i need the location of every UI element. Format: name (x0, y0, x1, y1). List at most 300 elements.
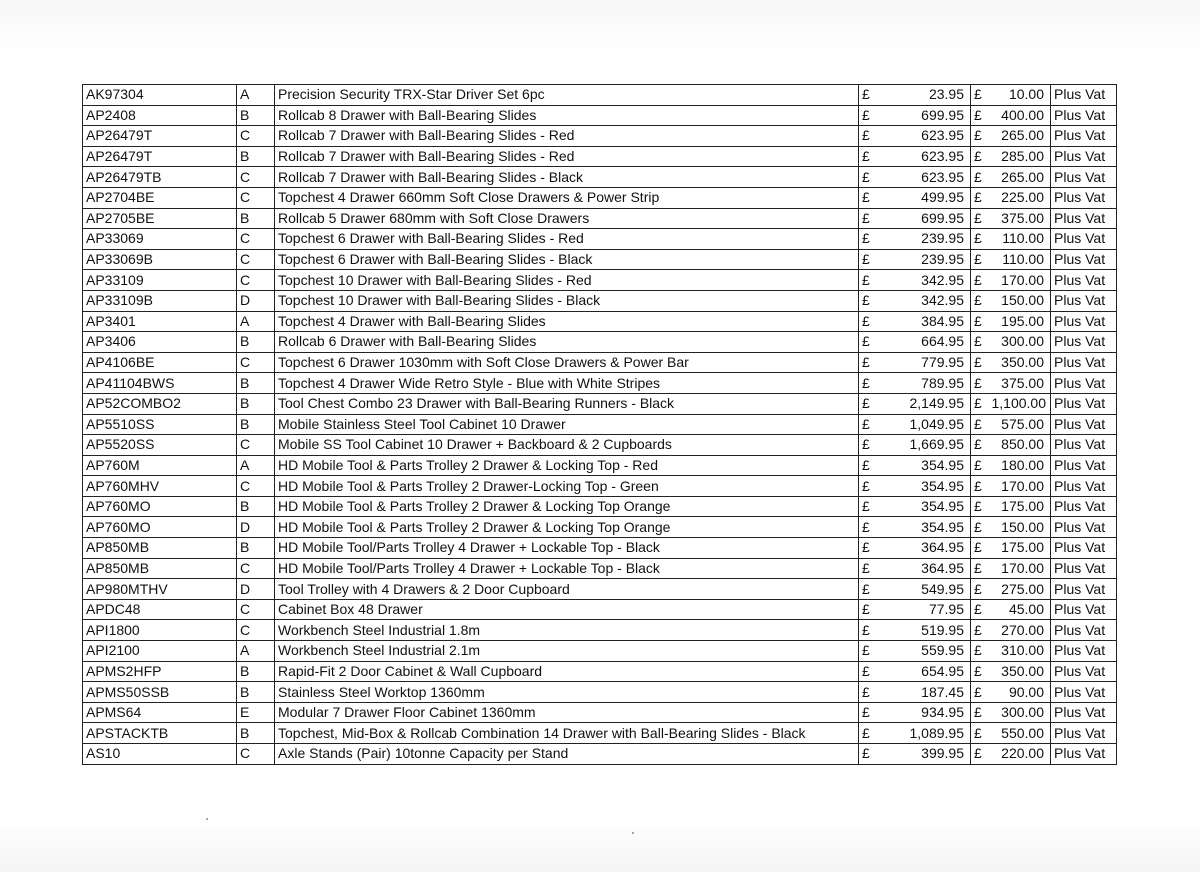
rrp-cell: 342.95 (881, 290, 971, 311)
table-row (83, 579, 1117, 600)
description-cell: HD Mobile Tool/Parts Trolley 4 Drawer + Lockable Top - Black (275, 538, 859, 559)
description-cell: Tool Trolley with 4 Drawers & 2 Door Cupboard (275, 579, 859, 600)
vat-cell: Plus Vat (1051, 476, 1117, 497)
description-cell: Topchest 6 Drawer 1030mm with Soft Close Drawers & Power Bar (275, 352, 859, 373)
table-row (83, 85, 1117, 106)
grade-cell: C (237, 126, 275, 147)
price-cell: 310.00 (989, 641, 1051, 662)
grade-cell: D (237, 290, 275, 311)
product-code-cell: AP980MTHV (83, 579, 237, 600)
rrp-currency-cell: £ (859, 558, 881, 579)
price-currency-cell: £ (971, 126, 989, 147)
vat-cell: Plus Vat (1051, 641, 1117, 662)
product-code-cell: API2100 (83, 641, 237, 662)
description-cell: Rollcab 7 Drawer with Ball-Bearing Slides - Red (275, 146, 859, 167)
price-cell: 400.00 (989, 105, 1051, 126)
vat-cell: Plus Vat (1051, 455, 1117, 476)
product-code-cell: AP33069 (83, 229, 237, 250)
vat-cell: Plus Vat (1051, 414, 1117, 435)
price-cell: 285.00 (989, 146, 1051, 167)
table-row (83, 455, 1117, 476)
description-cell: Modular 7 Drawer Floor Cabinet 1360mm (275, 702, 859, 723)
rrp-cell: 77.95 (881, 599, 971, 620)
price-currency-cell: £ (971, 641, 989, 662)
price-cell: 275.00 (989, 579, 1051, 600)
price-list-rows (83, 85, 1117, 765)
rrp-cell: 1,089.95 (881, 723, 971, 744)
price-currency-cell: £ (971, 270, 989, 291)
rrp-cell: 499.95 (881, 187, 971, 208)
price-currency-cell: £ (971, 311, 989, 332)
product-code-cell: AP26479T (83, 126, 237, 147)
price-cell: 220.00 (989, 744, 1051, 765)
table-row (83, 126, 1117, 147)
price-list-table (82, 84, 1117, 765)
vat-cell: Plus Vat (1051, 187, 1117, 208)
rrp-cell: 342.95 (881, 270, 971, 291)
description-cell: Topchest 6 Drawer with Ball-Bearing Slides - Red (275, 229, 859, 250)
price-cell: 110.00 (989, 249, 1051, 270)
description-cell: Topchest 10 Drawer with Ball-Bearing Slides - Red (275, 270, 859, 291)
rrp-currency-cell: £ (859, 579, 881, 600)
rrp-cell: 699.95 (881, 208, 971, 229)
price-currency-cell: £ (971, 496, 989, 517)
description-cell: Rollcab 5 Drawer 680mm with Soft Close Drawers (275, 208, 859, 229)
product-code-cell: APMS2HFP (83, 661, 237, 682)
rrp-cell: 354.95 (881, 496, 971, 517)
product-code-cell: AP760MO (83, 517, 237, 538)
table-row (83, 146, 1117, 167)
price-cell: 350.00 (989, 661, 1051, 682)
rrp-currency-cell: £ (859, 229, 881, 250)
vat-cell: Plus Vat (1051, 393, 1117, 414)
price-currency-cell: £ (971, 682, 989, 703)
description-cell: Workbench Steel Industrial 1.8m (275, 620, 859, 641)
description-cell: HD Mobile Tool & Parts Trolley 2 Drawer & Locking Top Orange (275, 496, 859, 517)
rrp-currency-cell: £ (859, 682, 881, 703)
table-row (83, 187, 1117, 208)
description-cell: Topchest 10 Drawer with Ball-Bearing Slides - Black (275, 290, 859, 311)
price-cell: 375.00 (989, 208, 1051, 229)
vat-cell: Plus Vat (1051, 435, 1117, 456)
rrp-cell: 364.95 (881, 558, 971, 579)
vat-cell: Plus Vat (1051, 538, 1117, 559)
rrp-cell: 364.95 (881, 538, 971, 559)
product-code-cell: AP850MB (83, 538, 237, 559)
price-cell: 170.00 (989, 558, 1051, 579)
table-row (83, 435, 1117, 456)
price-currency-cell: £ (971, 414, 989, 435)
price-cell: 150.00 (989, 290, 1051, 311)
rrp-cell: 1,669.95 (881, 435, 971, 456)
product-code-cell: AP2704BE (83, 187, 237, 208)
product-code-cell: AP26479T (83, 146, 237, 167)
grade-cell: A (237, 455, 275, 476)
grade-cell: C (237, 167, 275, 188)
price-currency-cell: £ (971, 167, 989, 188)
rrp-cell: 1,049.95 (881, 414, 971, 435)
table-row (83, 393, 1117, 414)
table-row (83, 311, 1117, 332)
product-code-cell: AP52COMBO2 (83, 393, 237, 414)
grade-cell: D (237, 517, 275, 538)
grade-cell: C (237, 187, 275, 208)
product-code-cell: AP760MHV (83, 476, 237, 497)
product-code-cell: AP26479TB (83, 167, 237, 188)
description-cell: Rollcab 8 Drawer with Ball-Bearing Slides (275, 105, 859, 126)
rrp-currency-cell: £ (859, 126, 881, 147)
rrp-currency-cell: £ (859, 167, 881, 188)
description-cell: Precision Security TRX-Star Driver Set 6pc (275, 85, 859, 106)
description-cell: Mobile SS Tool Cabinet 10 Drawer + Backboard & 2 Cupboards (275, 435, 859, 456)
table-row (83, 538, 1117, 559)
rrp-cell: 664.95 (881, 332, 971, 353)
price-currency-cell: £ (971, 435, 989, 456)
product-code-cell: AP3401 (83, 311, 237, 332)
product-code-cell: AP33109B (83, 290, 237, 311)
grade-cell: C (237, 249, 275, 270)
price-currency-cell: £ (971, 146, 989, 167)
grade-cell: B (237, 723, 275, 744)
vat-cell: Plus Vat (1051, 496, 1117, 517)
table-row (83, 167, 1117, 188)
grade-cell: C (237, 476, 275, 497)
product-code-cell: APDC48 (83, 599, 237, 620)
price-cell: 265.00 (989, 126, 1051, 147)
price-cell: 110.00 (989, 229, 1051, 250)
price-cell: 150.00 (989, 517, 1051, 538)
price-currency-cell: £ (971, 517, 989, 538)
price-cell: 90.00 (989, 682, 1051, 703)
description-cell: HD Mobile Tool/Parts Trolley 4 Drawer + Lockable Top - Black (275, 558, 859, 579)
price-currency-cell: £ (971, 744, 989, 765)
price-currency-cell: £ (971, 208, 989, 229)
product-code-cell: AP760M (83, 455, 237, 476)
rrp-currency-cell: £ (859, 249, 881, 270)
vat-cell: Plus Vat (1051, 208, 1117, 229)
rrp-currency-cell: £ (859, 105, 881, 126)
price-cell: 175.00 (989, 538, 1051, 559)
description-cell: HD Mobile Tool & Parts Trolley 2 Drawer & Locking Top - Red (275, 455, 859, 476)
table-row (83, 105, 1117, 126)
vat-cell: Plus Vat (1051, 620, 1117, 641)
grade-cell: B (237, 414, 275, 435)
product-code-cell: AK97304 (83, 85, 237, 106)
description-cell: HD Mobile Tool & Parts Trolley 2 Drawer & Locking Top Orange (275, 517, 859, 538)
table-row (83, 208, 1117, 229)
rrp-cell: 549.95 (881, 579, 971, 600)
rrp-cell: 519.95 (881, 620, 971, 641)
product-code-cell: AP850MB (83, 558, 237, 579)
table-row (83, 352, 1117, 373)
vat-cell: Plus Vat (1051, 167, 1117, 188)
price-cell: 225.00 (989, 187, 1051, 208)
price-currency-cell: £ (971, 579, 989, 600)
rrp-cell: 354.95 (881, 517, 971, 538)
rrp-currency-cell: £ (859, 496, 881, 517)
rrp-cell: 623.95 (881, 167, 971, 188)
grade-cell: C (237, 270, 275, 291)
rrp-cell: 239.95 (881, 249, 971, 270)
rrp-cell: 789.95 (881, 373, 971, 394)
rrp-currency-cell: £ (859, 641, 881, 662)
grade-cell: C (237, 435, 275, 456)
rrp-cell: 384.95 (881, 311, 971, 332)
vat-cell: Plus Vat (1051, 290, 1117, 311)
product-code-cell: AP4106BE (83, 352, 237, 373)
grade-cell: B (237, 496, 275, 517)
rrp-currency-cell: £ (859, 332, 881, 353)
rrp-currency-cell: £ (859, 476, 881, 497)
product-code-cell: AP5510SS (83, 414, 237, 435)
rrp-currency-cell: £ (859, 270, 881, 291)
table-row (83, 496, 1117, 517)
product-code-cell: APMS50SSB (83, 682, 237, 703)
rrp-currency-cell: £ (859, 393, 881, 414)
rrp-currency-cell: £ (859, 352, 881, 373)
table-row (83, 476, 1117, 497)
product-code-cell: AS10 (83, 744, 237, 765)
rrp-cell: 934.95 (881, 702, 971, 723)
table-row (83, 290, 1117, 311)
price-currency-cell: £ (971, 702, 989, 723)
rrp-currency-cell: £ (859, 599, 881, 620)
price-currency-cell: £ (971, 332, 989, 353)
product-code-cell: AP33109 (83, 270, 237, 291)
description-cell: Cabinet Box 48 Drawer (275, 599, 859, 620)
description-cell: HD Mobile Tool & Parts Trolley 2 Drawer-Locking Top - Green (275, 476, 859, 497)
description-cell: Rapid-Fit 2 Door Cabinet & Wall Cupboard (275, 661, 859, 682)
grade-cell: B (237, 661, 275, 682)
price-cell: 265.00 (989, 167, 1051, 188)
product-code-cell: APSTACKTB (83, 723, 237, 744)
table-row (83, 517, 1117, 538)
grade-cell: C (237, 558, 275, 579)
rrp-cell: 23.95 (881, 85, 971, 106)
vat-cell: Plus Vat (1051, 702, 1117, 723)
grade-cell: B (237, 373, 275, 394)
grade-cell: B (237, 146, 275, 167)
description-cell: Topchest 6 Drawer with Ball-Bearing Slides - Black (275, 249, 859, 270)
grade-cell: A (237, 641, 275, 662)
price-currency-cell: £ (971, 249, 989, 270)
rrp-cell: 239.95 (881, 229, 971, 250)
grade-cell: C (237, 620, 275, 641)
vat-cell: Plus Vat (1051, 373, 1117, 394)
rrp-currency-cell: £ (859, 455, 881, 476)
grade-cell: C (237, 744, 275, 765)
product-code-cell: AP2408 (83, 105, 237, 126)
rrp-cell: 623.95 (881, 146, 971, 167)
rrp-cell: 559.95 (881, 641, 971, 662)
price-currency-cell: £ (971, 393, 989, 414)
product-code-cell: AP3406 (83, 332, 237, 353)
price-currency-cell: £ (971, 538, 989, 559)
table-row (83, 641, 1117, 662)
description-cell: Rollcab 6 Drawer with Ball-Bearing Slides (275, 332, 859, 353)
rrp-currency-cell: £ (859, 208, 881, 229)
description-cell: Axle Stands (Pair) 10tonne Capacity per Stand (275, 744, 859, 765)
price-cell: 300.00 (989, 702, 1051, 723)
vat-cell: Plus Vat (1051, 682, 1117, 703)
price-cell: 550.00 (989, 723, 1051, 744)
grade-cell: B (237, 105, 275, 126)
price-currency-cell: £ (971, 599, 989, 620)
description-cell: Topchest 4 Drawer with Ball-Bearing Slides (275, 311, 859, 332)
table-row (83, 599, 1117, 620)
vat-cell: Plus Vat (1051, 270, 1117, 291)
product-code-cell: AP41104BWS (83, 373, 237, 394)
grade-cell: C (237, 352, 275, 373)
table-row (83, 682, 1117, 703)
description-cell: Topchest, Mid-Box & Rollcab Combination 14 Drawer with Ball-Bearing Slides - Black (275, 723, 859, 744)
product-code-cell: AP2705BE (83, 208, 237, 229)
price-currency-cell: £ (971, 455, 989, 476)
vat-cell: Plus Vat (1051, 332, 1117, 353)
rrp-currency-cell: £ (859, 702, 881, 723)
rrp-currency-cell: £ (859, 311, 881, 332)
vat-cell: Plus Vat (1051, 105, 1117, 126)
rrp-cell: 779.95 (881, 352, 971, 373)
grade-cell: C (237, 229, 275, 250)
rrp-cell: 623.95 (881, 126, 971, 147)
rrp-currency-cell: £ (859, 146, 881, 167)
rrp-currency-cell: £ (859, 373, 881, 394)
price-currency-cell: £ (971, 661, 989, 682)
grade-cell: B (237, 682, 275, 703)
vat-cell: Plus Vat (1051, 249, 1117, 270)
vat-cell: Plus Vat (1051, 579, 1117, 600)
rrp-cell: 187.45 (881, 682, 971, 703)
price-currency-cell: £ (971, 476, 989, 497)
grade-cell: D (237, 579, 275, 600)
product-code-cell: APMS64 (83, 702, 237, 723)
grade-cell: E (237, 702, 275, 723)
price-currency-cell: £ (971, 620, 989, 641)
grade-cell: C (237, 599, 275, 620)
product-code-cell: API1800 (83, 620, 237, 641)
table-row (83, 414, 1117, 435)
price-cell: 180.00 (989, 455, 1051, 476)
price-cell: 350.00 (989, 352, 1051, 373)
vat-cell: Plus Vat (1051, 558, 1117, 579)
price-cell: 850.00 (989, 435, 1051, 456)
vat-cell: Plus Vat (1051, 126, 1117, 147)
table-row (83, 373, 1117, 394)
price-cell: 10.00 (989, 85, 1051, 106)
rrp-cell: 354.95 (881, 476, 971, 497)
rrp-cell: 699.95 (881, 105, 971, 126)
price-currency-cell: £ (971, 558, 989, 579)
table-row (83, 229, 1117, 250)
vat-cell: Plus Vat (1051, 517, 1117, 538)
vat-cell: Plus Vat (1051, 352, 1117, 373)
price-cell: 1,100.00 (989, 393, 1051, 414)
grade-cell: B (237, 332, 275, 353)
rrp-currency-cell: £ (859, 744, 881, 765)
price-cell: 575.00 (989, 414, 1051, 435)
rrp-cell: 399.95 (881, 744, 971, 765)
price-currency-cell: £ (971, 229, 989, 250)
rrp-currency-cell: £ (859, 414, 881, 435)
rrp-currency-cell: £ (859, 85, 881, 106)
description-cell: Mobile Stainless Steel Tool Cabinet 10 Drawer (275, 414, 859, 435)
grade-cell: A (237, 85, 275, 106)
vat-cell: Plus Vat (1051, 599, 1117, 620)
rrp-cell: 2,149.95 (881, 393, 971, 414)
rrp-currency-cell: £ (859, 723, 881, 744)
table-row (83, 661, 1117, 682)
description-cell: Workbench Steel Industrial 2.1m (275, 641, 859, 662)
description-cell: Stainless Steel Worktop 1360mm (275, 682, 859, 703)
grade-cell: B (237, 538, 275, 559)
price-cell: 170.00 (989, 476, 1051, 497)
price-list-table-wrapper (82, 84, 1110, 765)
table-row (83, 744, 1117, 765)
price-cell: 375.00 (989, 373, 1051, 394)
product-code-cell: AP760MO (83, 496, 237, 517)
table-row (83, 270, 1117, 291)
price-cell: 170.00 (989, 270, 1051, 291)
rrp-currency-cell: £ (859, 187, 881, 208)
scan-speck (632, 832, 634, 834)
rrp-cell: 354.95 (881, 455, 971, 476)
description-cell: Rollcab 7 Drawer with Ball-Bearing Slides - Black (275, 167, 859, 188)
rrp-currency-cell: £ (859, 290, 881, 311)
vat-cell: Plus Vat (1051, 723, 1117, 744)
scan-speck (206, 818, 208, 820)
grade-cell: B (237, 393, 275, 414)
rrp-currency-cell: £ (859, 538, 881, 559)
price-cell: 45.00 (989, 599, 1051, 620)
price-currency-cell: £ (971, 290, 989, 311)
price-cell: 175.00 (989, 496, 1051, 517)
table-row (83, 620, 1117, 641)
vat-cell: Plus Vat (1051, 85, 1117, 106)
price-currency-cell: £ (971, 187, 989, 208)
price-cell: 300.00 (989, 332, 1051, 353)
price-cell: 270.00 (989, 620, 1051, 641)
table-row (83, 702, 1117, 723)
rrp-cell: 654.95 (881, 661, 971, 682)
price-cell: 195.00 (989, 311, 1051, 332)
table-row (83, 558, 1117, 579)
table-row (83, 723, 1117, 744)
vat-cell: Plus Vat (1051, 744, 1117, 765)
description-cell: Topchest 4 Drawer 660mm Soft Close Drawers & Power Strip (275, 187, 859, 208)
price-currency-cell: £ (971, 105, 989, 126)
vat-cell: Plus Vat (1051, 229, 1117, 250)
description-cell: Topchest 4 Drawer Wide Retro Style - Blue with White Stripes (275, 373, 859, 394)
price-currency-cell: £ (971, 352, 989, 373)
grade-cell: A (237, 311, 275, 332)
rrp-currency-cell: £ (859, 435, 881, 456)
rrp-currency-cell: £ (859, 661, 881, 682)
vat-cell: Plus Vat (1051, 661, 1117, 682)
vat-cell: Plus Vat (1051, 311, 1117, 332)
rrp-currency-cell: £ (859, 517, 881, 538)
rrp-currency-cell: £ (859, 620, 881, 641)
price-currency-cell: £ (971, 85, 989, 106)
description-cell: Tool Chest Combo 23 Drawer with Ball-Bearing Runners - Black (275, 393, 859, 414)
product-code-cell: AP5520SS (83, 435, 237, 456)
table-row (83, 332, 1117, 353)
price-currency-cell: £ (971, 373, 989, 394)
grade-cell: B (237, 208, 275, 229)
vat-cell: Plus Vat (1051, 146, 1117, 167)
description-cell: Rollcab 7 Drawer with Ball-Bearing Slides - Red (275, 126, 859, 147)
price-currency-cell: £ (971, 723, 989, 744)
